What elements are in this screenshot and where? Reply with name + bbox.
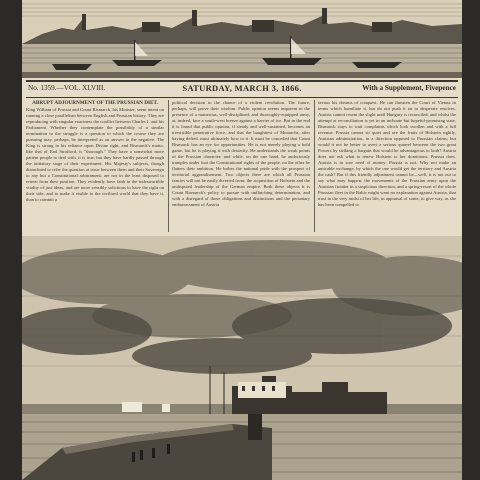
newspaper-page (22, 0, 462, 480)
issue-number: No. 1359.—VOL. XLVIII. (28, 84, 106, 92)
column-divider (168, 100, 169, 232)
top-rule (26, 80, 458, 82)
article-column-3 (318, 100, 456, 232)
article-column-2 (172, 100, 310, 232)
column-divider (314, 100, 315, 232)
column-3-text: favour his dreams of conquest. He can threaten the Court of Vienna in terms which humiliate it, but do not push it on to desperate resolves. Austria cannot resent the slight until Hungary is reconciled; and whilst the attempt at reconciliation is yet in an inchoate but hopeful-promising state, Bismarck stays to wait complaints which look swollen and with a full revenue. Prussia cannot sit quiet and see the fruits of Holstein rightly, Austrian administration, in a direction opposed to Prussian claims; but would it not be better to avert a serious quarrel between the two great Powers by striking a bargain that would be advantageous to both? Austria does not ask what to renew Holstein to her dominions. Prussia does. Austria is in sore need of money: Prussia is not. Why not make an amicable exchange, by which the one would get the territory and Austria the cash? But if this friendly adjustment cannot be—well, it is not out to say what may happen; the movements of the Prussian army upon the Austrian frontier in a suspicious direction, and a spring-resort of the whole Prussian fleet in the Baltic might want no explanation against Austria, that trust in the very midst of her life, in appraisal of some, to give way, as she has been compelled to (318, 100, 456, 207)
harbour-fortress-engraving (22, 236, 462, 480)
supplement-price: With a Supplement, Fivepence (362, 84, 456, 92)
column-1-text: King William of Prussia and Count Bismarck, his Minister, seem intent on running a close parallelism between English and Prussian history. They are reproducing with singular exactness the conflict between Charles I. and his Parliament. Whether they contemplate the possibility of a similar termination to the struggle is a question to which the course they are pursuing may, perhaps, be interpreted as an answer in the negative. The King is strong in his reliance upon Divine right, and Bismarck's motto, like that of Earl Strafford, is "thorough." They have a somewhat more patient people to deal with, it is true; but they have hardly passed through the initiatory stage of their experiment. His Majesty's subjects, though disinclined to refer the question at issue between them and their Sovereign to any but a Constitutional arbitrament, are not in the least disposed to retreat from their position. They evidently have faith in the indestructible vitality of just ideas, and are more sensibly solicitous to have the right on their side, and to make it visible to the civilised world that they have it, than to commit a (26, 107, 164, 202)
bottom-rule (26, 97, 458, 98)
article-headline: ABRUPT ADJOURNMENT OF THE PRUSSIAN DIET. (32, 100, 158, 106)
dateline (26, 84, 458, 96)
issue-date: SATURDAY, MARCH 3, 1866. (182, 83, 302, 93)
article-column-1 (26, 100, 164, 232)
column-2-text: political decision to the chance of a violent revolution. The future, perhaps, will prove their wisdom. Public opinion seems impotent in the presence of a numerous, well-disciplined, and thoroughly-equipped army, at, indeed, face a south-west breeze against a barrier of ice. But in the end it is found that public opinion, if steady and well-sustained, becomes an irresistible penetrative force, and that the haughtiest of Monarchs, after having defied, must ultimately bow to it. It must be conceded that Count Bismarck has an eye for opportunities. He is not merely playing a bold game, but he is playing it with dexterity. He understands the weak points of the Prussian character; and while, on the one hand, he audaciously tramples under foot the Constitutional rights of the people, on the other he flatters their ambition. He bribes the national pride with the prospect of territorial aggrandisement. Two objects there are which all Prussian fancies will not be easily diverted from: the acquisition of Holstein and the undisputed leadership of the German empire. Both these objects it is Count Bismarck's policy to pursue with unflinching determination, and with a disregard of those obligations and distinctions and the pecuniary embarrassment of Austria (172, 100, 310, 207)
masthead-engraving (22, 0, 462, 78)
